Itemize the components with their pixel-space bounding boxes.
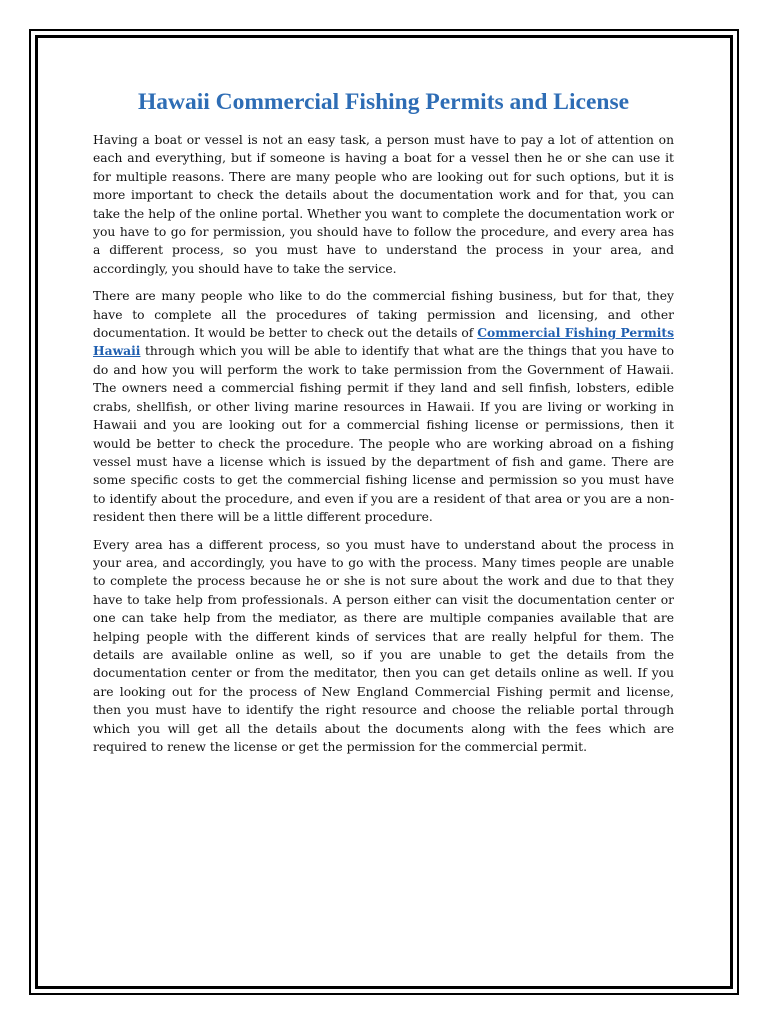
paragraph-3: Every area has a different process, so you must have to understand about the process in your area, and accordingly, you have to go with the process. Many times people are unable to complete the process because he or she is not sure about the work and due to that they have to take help from professionals. A person either can visit the documentation center or one can take help from the mediator, as there are multiple companies available that are helping people with the different kinds of services that are really helpful for them. The details are available online as well, so if you are unable to get the details from the documentation center or from the meditator, then you can get details online as well. If you are looking out for the process of New England Commercial Fishing permit and license, then you must have to identify the right resource and choose the reliable portal through which you will get all the details about the documents along with the fees which are required to renew the license or get the permission for the commercial permit. xyxy=(93,537,674,754)
commercial-fishing-permits-link[interactable]: Commercial Fishing Permits Hawaii xyxy=(93,325,674,359)
paragraph-2 xyxy=(93,287,674,526)
paragraph-1: Having a boat or vessel is not an easy task, a person must have to pay a lot of attention on each and everything, but if someone is having a boat for a vessel then he or she can use it for multiple reasons. There are many people who are looking out for such options, but it is more important to check the details about the documentation work and for that, you can take the help of the online portal. Whether you want to complete the documentation work or you have to go for permission, you should have to follow the procedure, and every area has a different process, so you must have to understand the process in your area, and accordingly, you should have to take the service. xyxy=(93,133,674,276)
paragraph-2-text-before: There are many people who like to do the commercial fishing business, but for that, they have to complete all the procedures of taking permission and licensing, and other documentation. It would be better to check out the details of xyxy=(93,289,674,341)
paragraph-2-text-after: through which you will be able to identify that what are the things that you have to do and how you will perform the work to take permission from the Government of Hawaii. The owners need a commercial fishing permit if they land and sell finfish, lobsters, edible crabs, shellfish, or other living marine resources in Hawaii. If you are living or working in Hawaii and you are looking out for a commercial fishing license or permissions, then it would be better to check the procedure. The people who are working abroad on a fishing vessel must have a license which is issued by the department of fish and game. There are some specific costs to get the commercial fishing license and permission so you must have to identify about the procedure, and even if you are a resident of that area or you are a non-resident then there will be a little different procedure. xyxy=(93,344,674,525)
document-title: Hawaii Commercial Fishing Permits and License xyxy=(137,89,630,115)
document-body xyxy=(93,86,674,765)
